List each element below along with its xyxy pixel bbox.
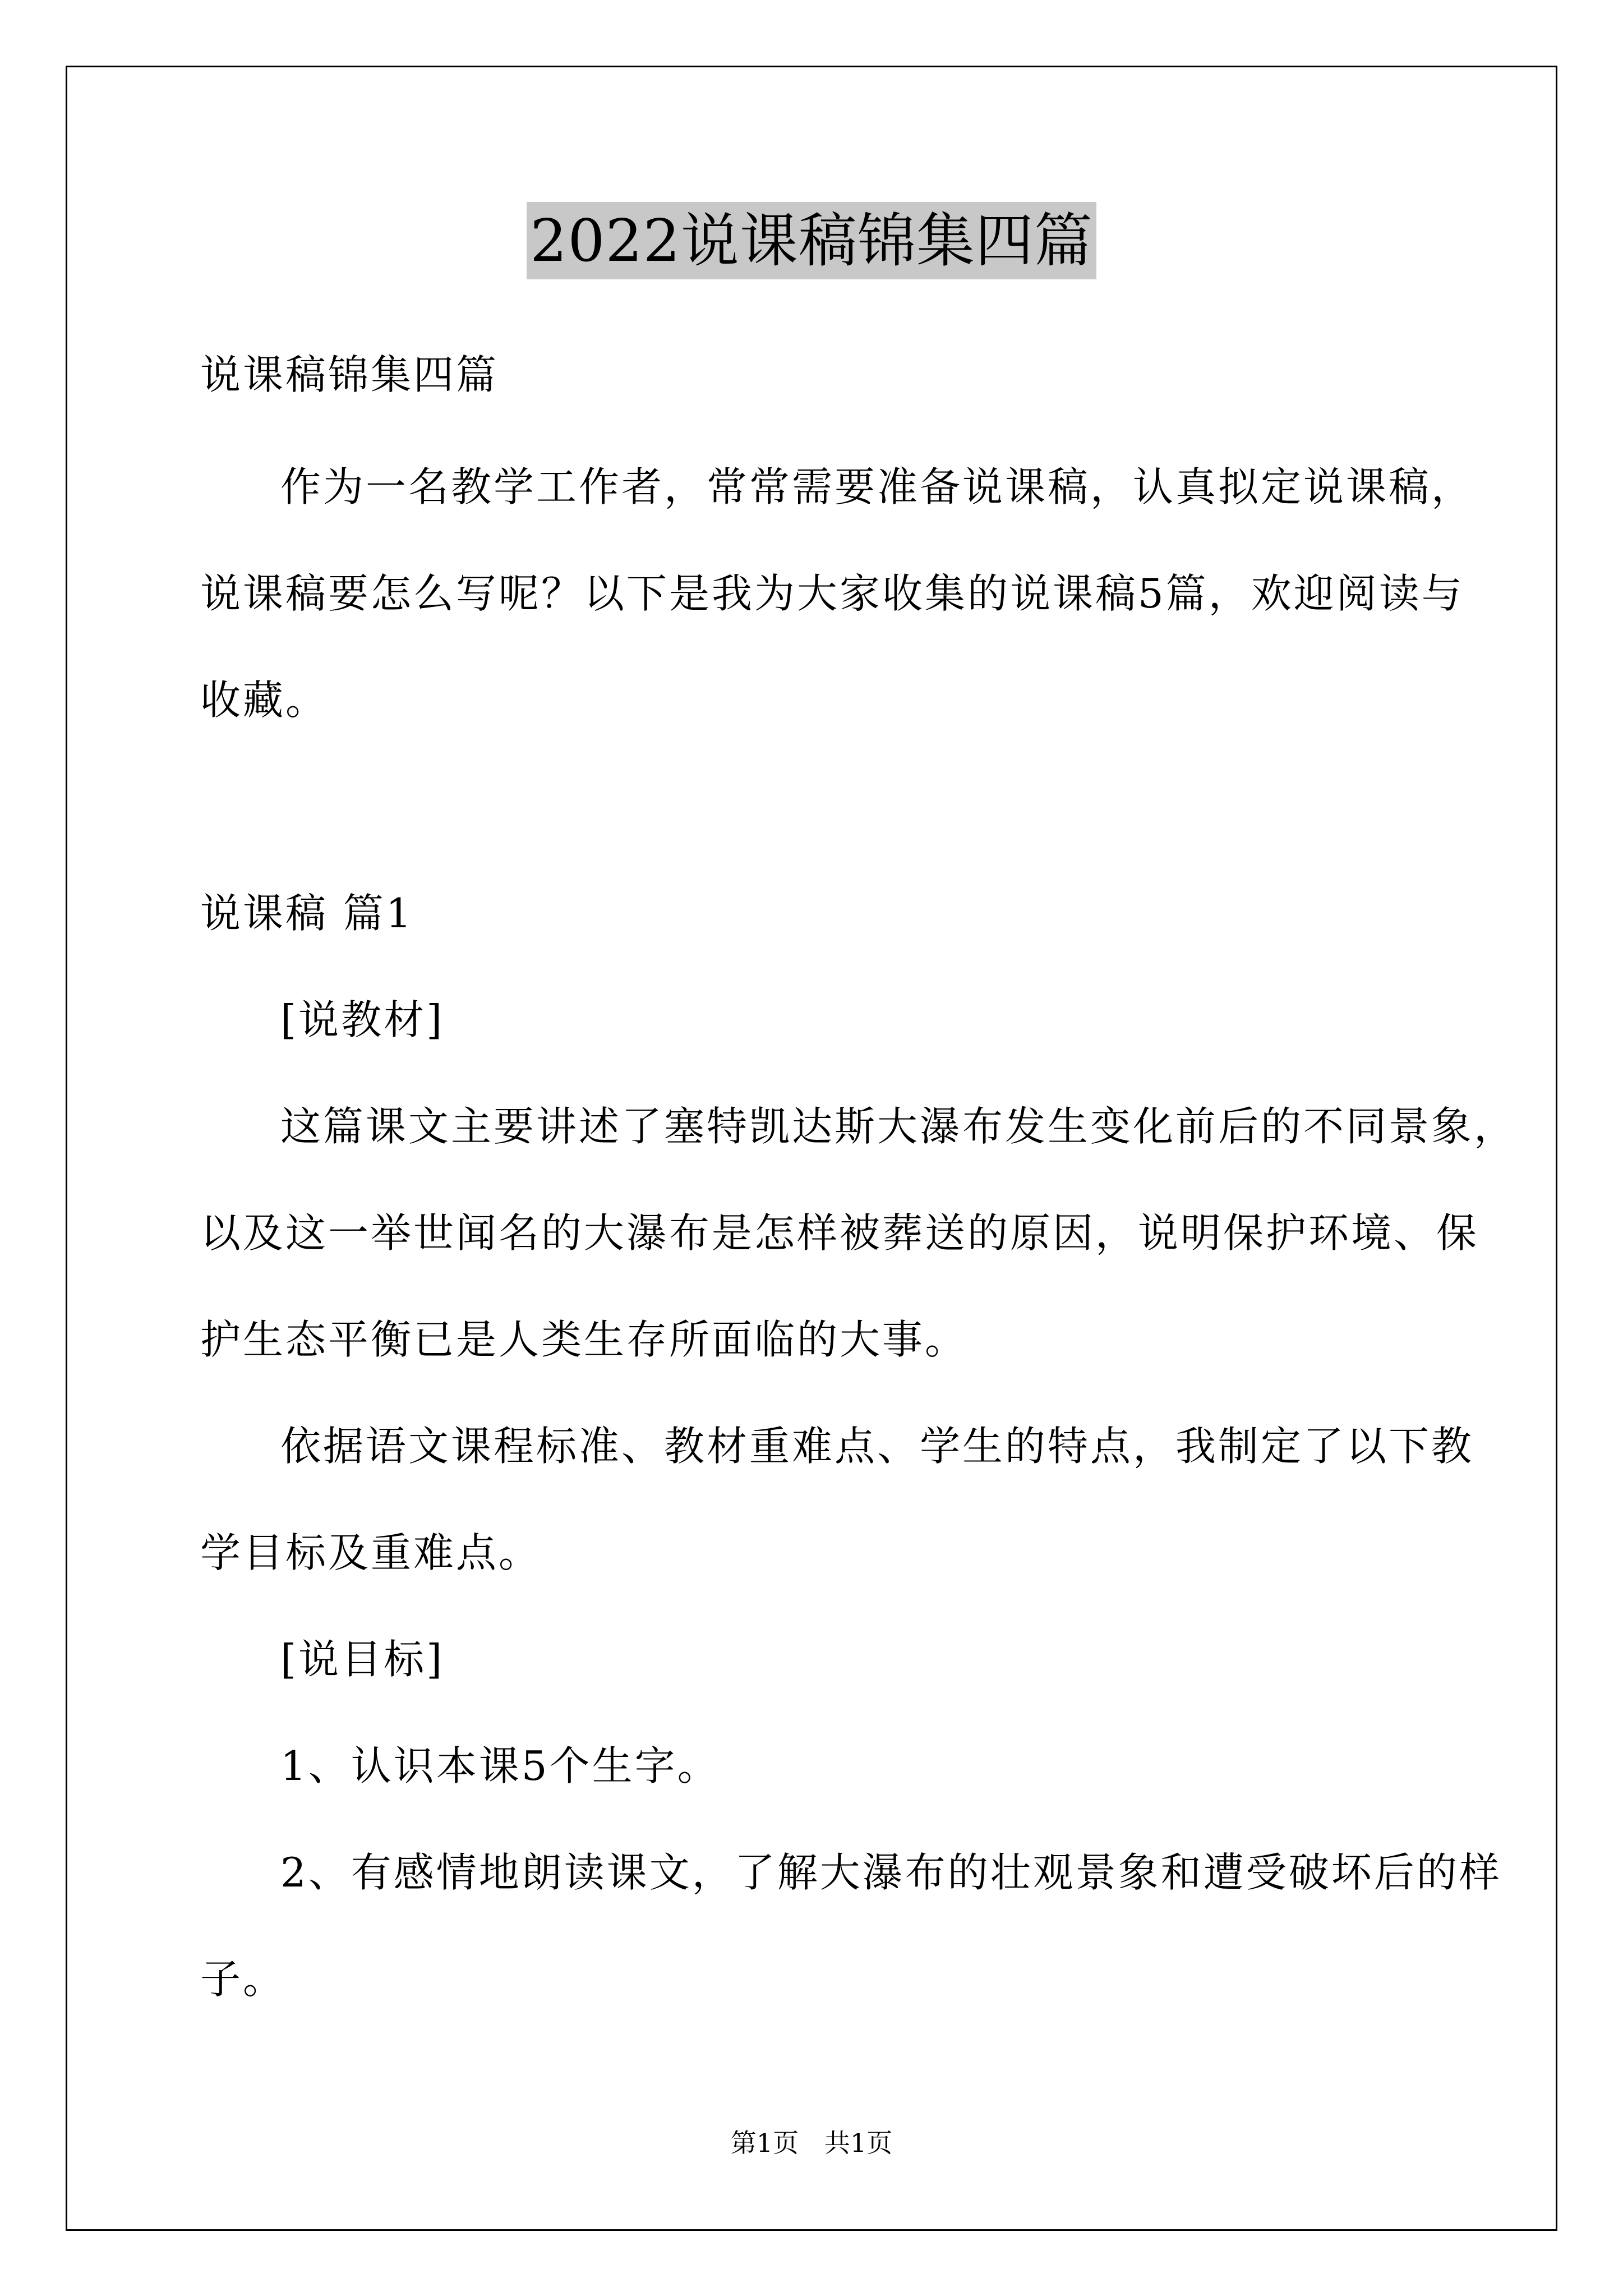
paragraph-line: 依据语文课程标准、教材重难点、学生的特点，我制定了以下教 (280, 1423, 1474, 1470)
document-title: 2022说课稿锦集四篇 (527, 202, 1096, 279)
paragraph-line: 作为一名教学工作者，常常需要准备说课稿，认真拟定说课稿， (280, 463, 1474, 510)
document-subtitle: 说课稿锦集四篇 (200, 351, 499, 398)
paragraph-line: 以及这一举世闻名的大瀑布是怎样被葬送的原因，说明保护环境、保 (200, 1209, 1479, 1257)
paragraph-line: 学目标及重难点。 (200, 1529, 542, 1576)
paragraph-line: 护生态平衡已是人类生存所面临的大事。 (200, 1316, 968, 1363)
paragraph-line: 收藏。 (200, 677, 329, 724)
bracket-heading: [说目标] (280, 1636, 445, 1683)
list-item: 2、有感情地朗读课文，了解大瀑布的壮观景象和遭受破坏后的样 (280, 1849, 1502, 1896)
list-item: 1、认识本课5个生字。 (280, 1742, 720, 1789)
bracket-heading: [说教材] (280, 996, 445, 1043)
section-heading: 说课稿 篇1 (200, 890, 414, 937)
paragraph-line: 说课稿要怎么写呢？以下是我为大家收集的说课稿5篇，欢迎阅读与 (200, 570, 1464, 617)
paragraph-line: 子。 (200, 1955, 286, 2003)
page-footer: 第1页 共1页 (730, 2128, 893, 2158)
paragraph-line: 这篇课文主要讲述了塞特凯达斯大瀑布发生变化前后的不同景象， (280, 1103, 1517, 1150)
title-container (0, 202, 1623, 279)
